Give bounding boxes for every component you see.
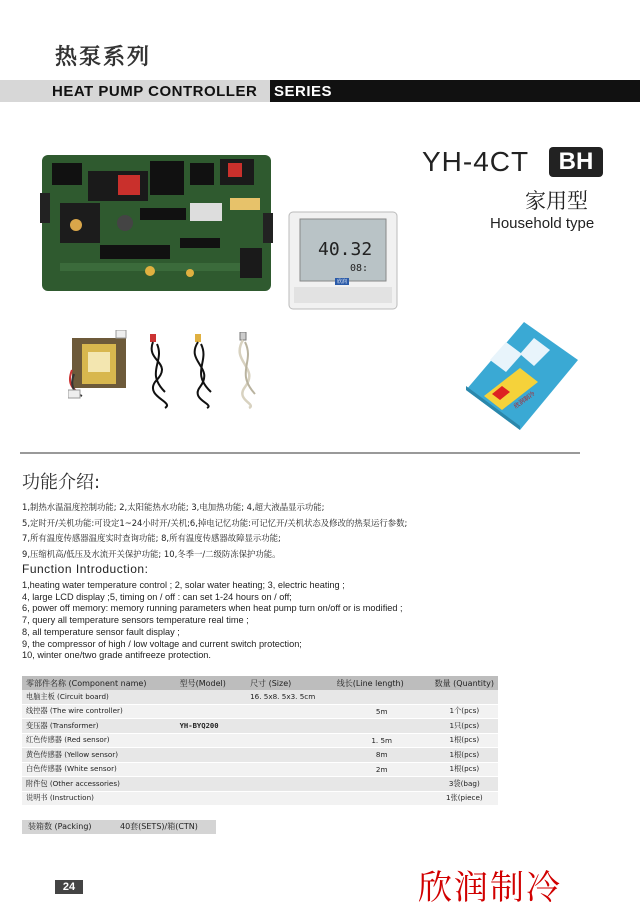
cell-line-length <box>333 690 431 704</box>
model-suffix-badge: BH <box>549 147 603 177</box>
functions-en-list <box>22 580 403 662</box>
packing-label: 装箱数 (Packing) <box>28 822 92 831</box>
product-type-cn: 家用型 <box>525 189 588 213</box>
cell-quantity: 3袋(bag) <box>431 777 498 792</box>
product-model: YH-4CT <box>422 146 530 177</box>
banner-left-text: HEAT PUMP CONTROLLER <box>52 83 258 100</box>
cell-line-length <box>333 791 431 806</box>
cell-model <box>176 791 246 806</box>
packing-row <box>22 820 216 834</box>
series-banner <box>0 80 640 102</box>
functions-title-cn: 功能介绍: <box>22 472 101 493</box>
cell-model <box>176 733 246 748</box>
cell-size <box>246 704 333 719</box>
cell-line-length: 8m <box>333 748 431 763</box>
thermostat-brand: 欣润 <box>337 279 348 285</box>
cell-quantity: 1根(pcs) <box>431 762 498 777</box>
cell-component: 变压器 (Transformer) <box>22 719 176 734</box>
function-en-line: 4, large LCD display ;5, timing on / off : can set 1-24 hours on / off; <box>22 591 292 602</box>
col-component: 零部件名称 (Component name) <box>22 676 176 690</box>
cell-line-length: 2m <box>333 762 431 777</box>
function-en-line: 10, winter one/two grade antifreeze protection. <box>22 650 211 661</box>
table-row <box>22 748 498 763</box>
function-en-line: 8, all temperature sensor fault display ; <box>22 626 180 637</box>
cell-component: 红色传感器 (Red sensor) <box>22 733 176 748</box>
cell-quantity: 1只(pcs) <box>431 719 498 734</box>
cell-component: 白色传感器 (White sensor) <box>22 762 176 777</box>
cell-line-length: 5m <box>333 704 431 719</box>
table-row <box>22 777 498 792</box>
cell-model <box>176 777 246 792</box>
cell-component: 线控器 (The wire controller) <box>22 704 176 719</box>
functions-cn-list <box>22 500 407 562</box>
col-line-length: 线长(Line length) <box>333 676 431 690</box>
page-number: 24 <box>55 880 83 894</box>
cell-quantity: 1根(pcs) <box>431 733 498 748</box>
function-cn-line: 7,所有温度传感器温度实时查询功能; 8,所有温度传感器故障显示功能; <box>22 533 281 543</box>
functions-title-en: Function Introduction: <box>22 562 149 576</box>
table-row <box>22 719 498 734</box>
packaging-box-image <box>462 320 580 432</box>
cell-quantity: 1个(pcs) <box>431 704 498 719</box>
cell-size: 16. 5x8. 5x3. 5cm <box>246 690 333 704</box>
table-row <box>22 704 498 719</box>
wire-controller-image <box>288 211 398 310</box>
function-cn-line: 9,压缩机高/低压及水流开关保护功能; 10,冬季一/二级防冻保护功能。 <box>22 548 281 559</box>
col-model: 型号(Model) <box>176 676 246 690</box>
cell-size <box>246 777 333 792</box>
cell-quantity: 1张(piece) <box>431 791 498 806</box>
thermostat-display-main: 40.32 <box>318 239 373 260</box>
table-row <box>22 762 498 777</box>
cell-model <box>176 748 246 763</box>
circuit-board-image <box>40 153 273 293</box>
function-cn-line: 1,制热水温温度控制功能; 2,太阳能热水功能; 3,电加热功能; 4,超大液晶显示功能; <box>22 502 325 512</box>
cell-component: 说明书 (Instruction) <box>22 791 176 806</box>
col-quantity: 数量 (Quantity) <box>431 676 498 690</box>
function-en-line: 6, power off memory: memory running parameters when heat pump turn on/off or is modified ; <box>22 603 403 614</box>
cell-quantity: 1根(pcs) <box>431 748 498 763</box>
transformer-image <box>68 330 130 402</box>
cell-line-length: 1. 5m <box>333 733 431 748</box>
function-en-line: 7, query all temperature sensors temperature real time ; <box>22 615 249 626</box>
cell-quantity <box>431 690 498 704</box>
table-row <box>22 791 498 806</box>
cell-size <box>246 733 333 748</box>
table-row <box>22 690 498 704</box>
cell-component: 黄色传感器 (Yellow sensor) <box>22 748 176 763</box>
function-cn-line: 5,定时开/关机功能:可设定1~24小时开/关机;6,掉电记忆功能:可记忆开/关机状态及修改的热泵运行参数; <box>22 517 408 528</box>
series-title: 热泵系列 <box>55 45 152 70</box>
cell-component: 附件包 (Other accessories) <box>22 777 176 792</box>
table-header-row <box>22 676 498 690</box>
table-row <box>22 733 498 748</box>
cell-line-length <box>333 719 431 734</box>
cell-model <box>176 690 246 704</box>
cell-size <box>246 791 333 806</box>
cell-size <box>246 762 333 777</box>
thermostat-display-time: 08: <box>350 263 369 274</box>
sensor-cables-image <box>145 332 265 410</box>
cell-size <box>246 719 333 734</box>
cell-line-length <box>333 777 431 792</box>
cell-size <box>246 748 333 763</box>
cell-model: YH-BYQ200 <box>176 719 246 734</box>
product-type-en: Household type <box>490 215 595 232</box>
section-divider <box>20 452 580 454</box>
watermark-text: 欣润制冷 <box>418 868 562 908</box>
col-size: 尺寸 (Size) <box>246 676 333 690</box>
cell-model <box>176 704 246 719</box>
function-en-line: 1,heating water temperature control ; 2, solar water heating; 3, electric heating ; <box>22 580 345 590</box>
function-en-line: 9, the compressor of high / low voltage and current switch protection; <box>22 638 302 649</box>
box-label: 欣润制冷 <box>512 390 537 411</box>
packing-value: 40套(SETS)/箱(CTN) <box>120 822 198 831</box>
cell-model <box>176 762 246 777</box>
banner-right-text: SERIES <box>274 83 333 100</box>
cell-component: 电脑主板 (Circuit board) <box>22 690 176 704</box>
components-table <box>22 676 498 806</box>
